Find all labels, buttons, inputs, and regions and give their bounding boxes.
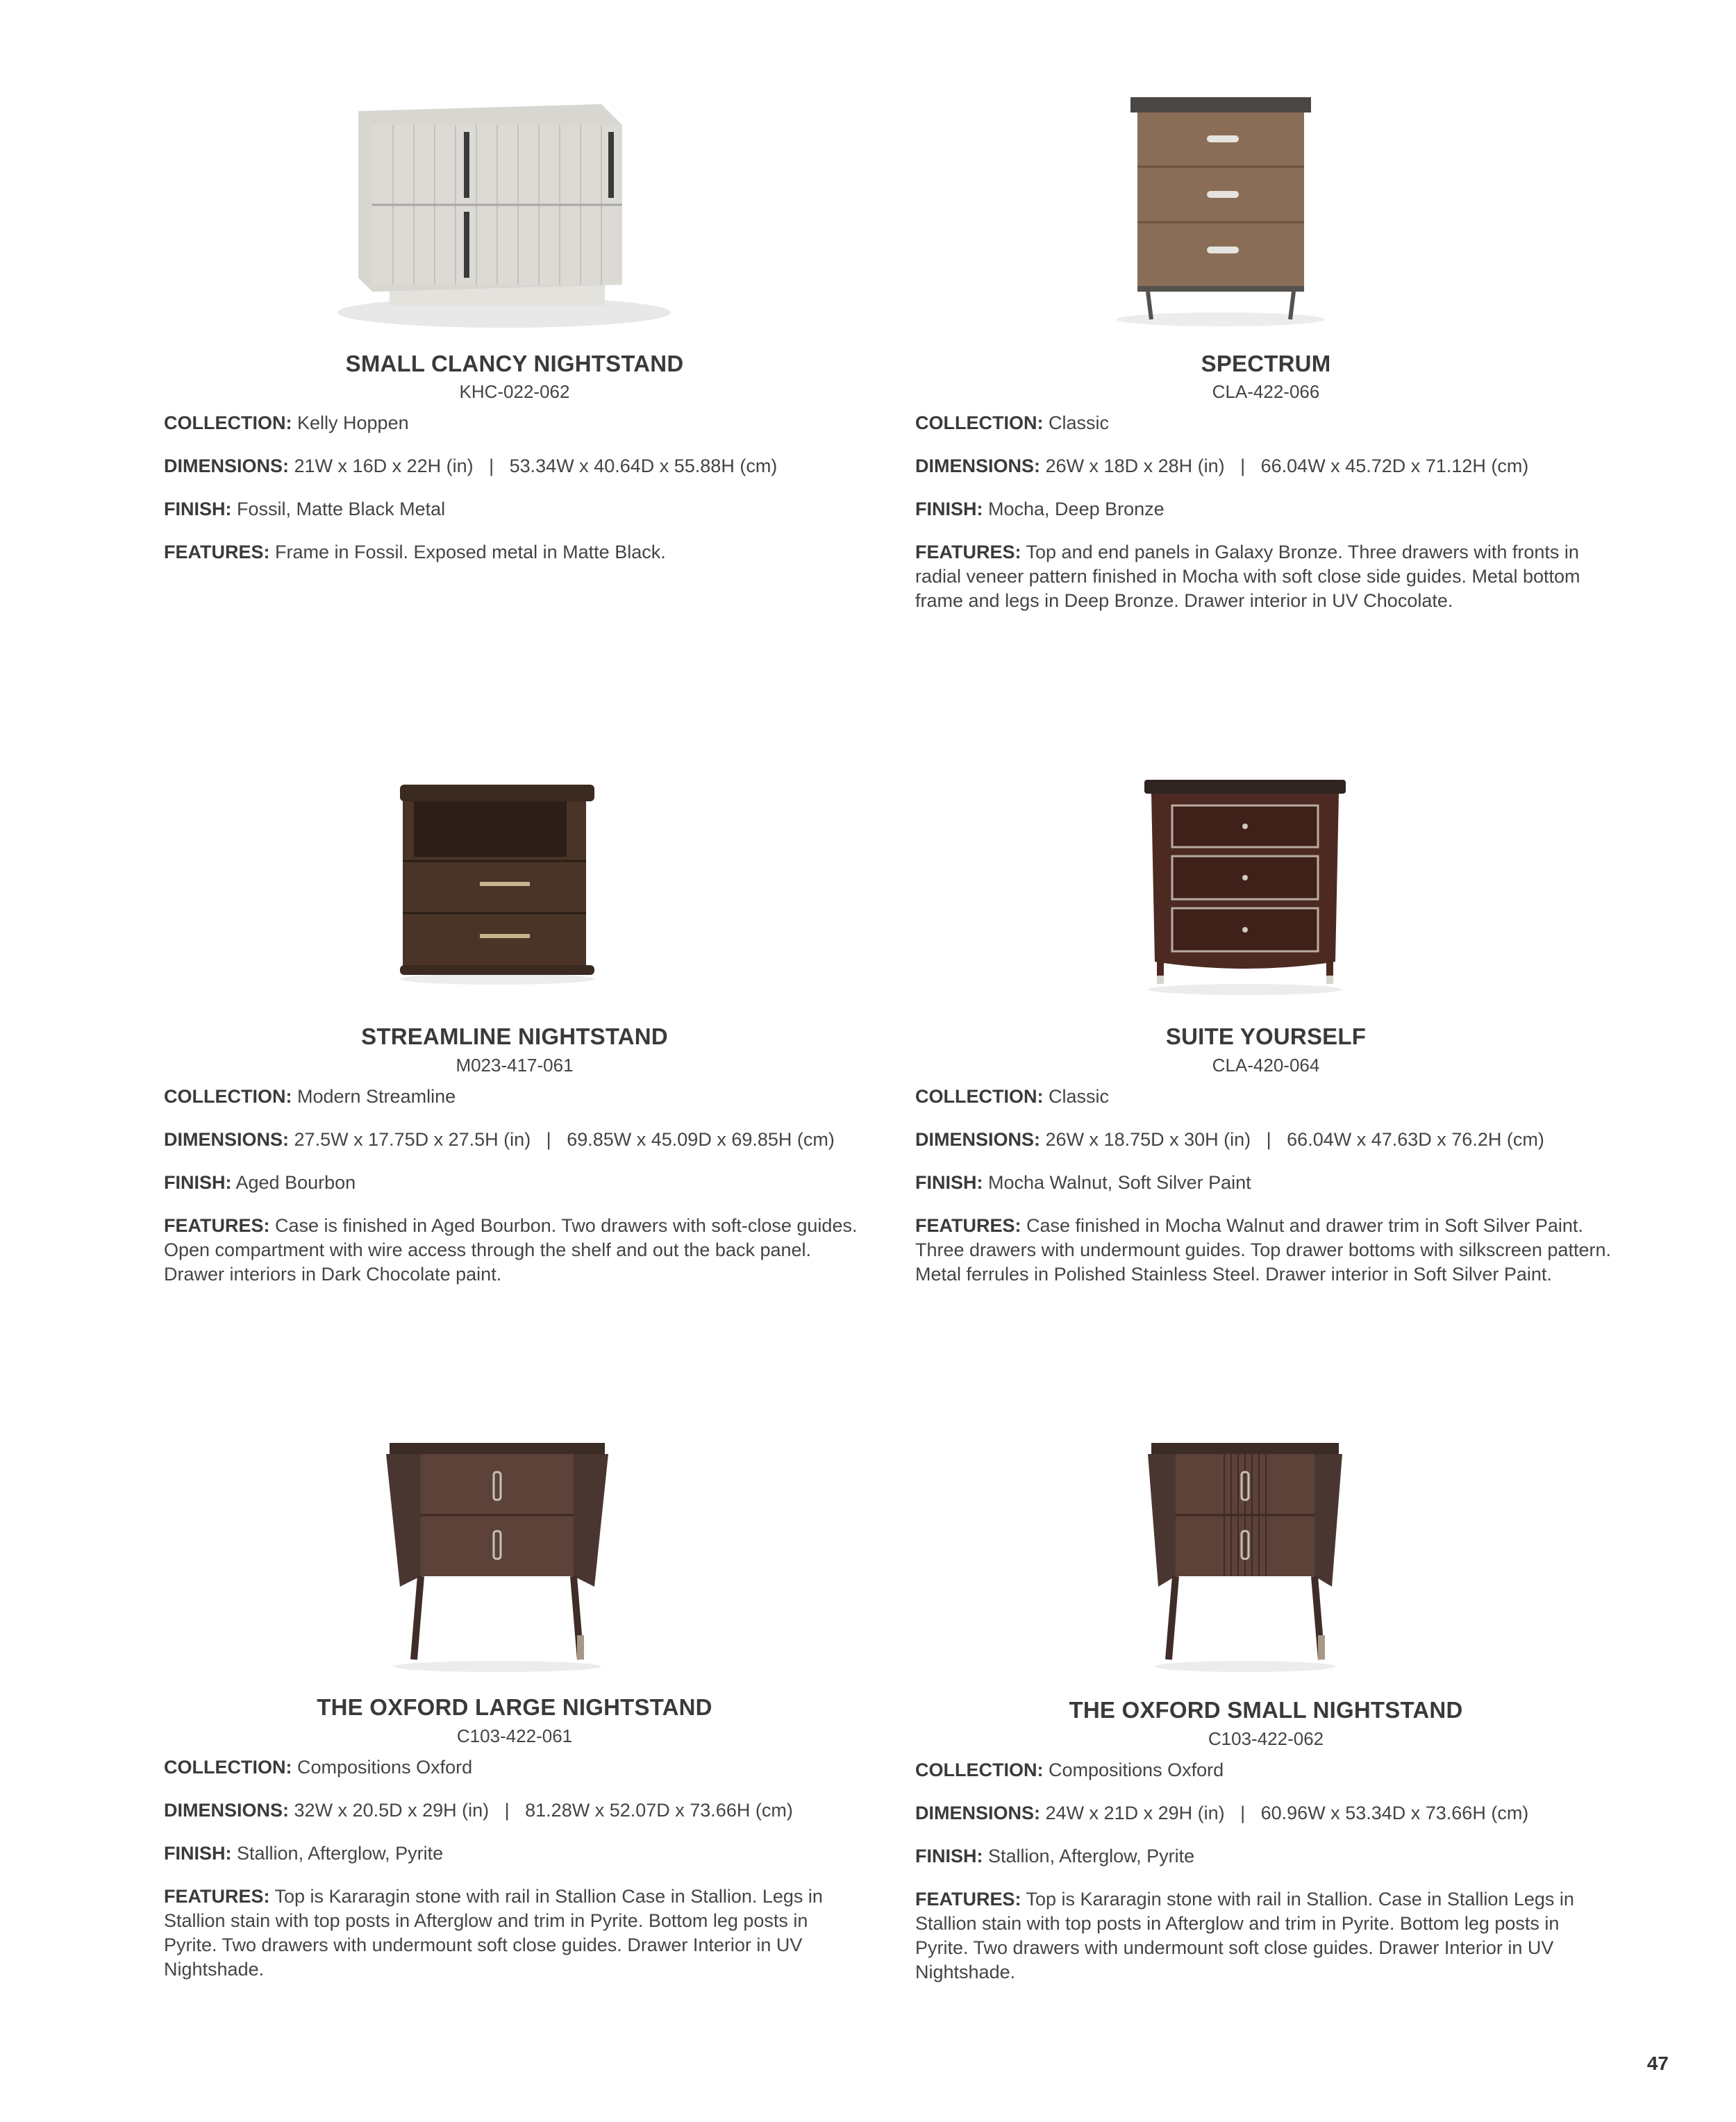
features-label: FEATURES: bbox=[915, 1215, 1021, 1236]
dimensions-label: DIMENSIONS: bbox=[164, 456, 290, 476]
product-sku: C103-422-061 bbox=[456, 1726, 573, 1746]
product-specs bbox=[915, 1758, 1617, 2003]
product-sku: KHC-022-062 bbox=[459, 381, 570, 402]
features-row bbox=[915, 1887, 1617, 1985]
collection-value: Modern Streamline bbox=[297, 1086, 456, 1107]
finish-label: FINISH: bbox=[915, 499, 983, 519]
dimensions-label: DIMENSIONS: bbox=[915, 456, 1041, 476]
features-row bbox=[915, 1214, 1617, 1287]
product-sku: CLA-420-064 bbox=[1212, 1055, 1320, 1076]
features-row bbox=[164, 540, 865, 565]
product-sku: CLA-422-066 bbox=[1212, 381, 1320, 402]
product-title: THE OXFORD SMALL NIGHTSTAND bbox=[1069, 1697, 1463, 1723]
product-title: SPECTRUM bbox=[1201, 351, 1331, 376]
product-image bbox=[1110, 90, 1332, 326]
dimensions-row bbox=[915, 454, 1617, 478]
dimensions-row bbox=[164, 1128, 865, 1152]
features-value: Top is Kararagin stone with rail in Stallion Case in Stallion. Legs in Stallion stain with top posts in Afterglow and trim in Pyrite. Bottom leg posts in Pyrite. Two drawers with undermount soft close guides. Drawer Interior in UV Nightshade. bbox=[164, 1886, 823, 1980]
collection-value: Classic bbox=[1049, 1086, 1110, 1107]
finish-row bbox=[915, 497, 1617, 521]
product-specs bbox=[915, 1085, 1617, 1305]
product-title: STREAMLINE NIGHTSTAND bbox=[361, 1024, 668, 1049]
collection-row bbox=[915, 1085, 1617, 1109]
finish-row bbox=[915, 1844, 1617, 1869]
finish-value: Mocha Walnut, Soft Silver Paint bbox=[988, 1172, 1251, 1193]
product-sku: C103-422-062 bbox=[1208, 1728, 1324, 1749]
dimensions-row bbox=[915, 1801, 1617, 1826]
collection-row bbox=[164, 1755, 865, 1780]
features-value: Frame in Fossil. Exposed metal in Matte Black. bbox=[275, 542, 666, 562]
finish-row bbox=[164, 1841, 865, 1866]
finish-value: Stallion, Afterglow, Pyrite bbox=[988, 1846, 1195, 1866]
product-specs bbox=[915, 411, 1617, 632]
dimensions-row bbox=[164, 1798, 865, 1823]
product-image bbox=[379, 1437, 615, 1673]
features-row bbox=[164, 1214, 865, 1287]
collection-value: Classic bbox=[1049, 412, 1110, 433]
collection-value: Kelly Hoppen bbox=[297, 412, 409, 433]
finish-row bbox=[915, 1171, 1617, 1195]
collection-label: COLLECTION: bbox=[164, 1086, 292, 1107]
dimensions-value: 21W x 16D x 22H (in) | 53.34W x 40.64D x 55.88H (cm) bbox=[294, 456, 778, 476]
product-sku: M023-417-061 bbox=[456, 1055, 574, 1076]
features-label: FEATURES: bbox=[915, 1889, 1021, 1910]
finish-value: Aged Bourbon bbox=[235, 1172, 356, 1193]
product-specs bbox=[164, 1755, 865, 2000]
product-title: SMALL CLANCY NIGHTSTAND bbox=[345, 351, 684, 376]
features-label: FEATURES: bbox=[915, 542, 1021, 562]
dimensions-label: DIMENSIONS: bbox=[164, 1800, 290, 1821]
product-image bbox=[1141, 1437, 1349, 1673]
finish-label: FINISH: bbox=[164, 499, 232, 519]
features-label: FEATURES: bbox=[164, 1215, 270, 1236]
finish-label: FINISH: bbox=[164, 1843, 232, 1864]
finish-value: Fossil, Matte Black Metal bbox=[237, 499, 446, 519]
product-image bbox=[386, 778, 608, 986]
dimensions-value: 24W x 21D x 29H (in) | 60.96W x 53.34D x 73.66H (cm) bbox=[1045, 1803, 1529, 1823]
features-label: FEATURES: bbox=[164, 1886, 270, 1907]
features-value: Top and end panels in Galaxy Bronze. Three drawers with fronts in radial veneer pattern finished in Mocha with soft close side guides. Metal bottom frame and legs in Deep Bronze. Drawer interior in UV Chocolate. bbox=[915, 542, 1580, 611]
dimensions-value: 26W x 18.75D x 30H (in) | 66.04W x 47.63D x 76.2H (cm) bbox=[1045, 1129, 1544, 1150]
collection-label: COLLECTION: bbox=[164, 1757, 292, 1778]
dimensions-label: DIMENSIONS: bbox=[915, 1129, 1041, 1150]
collection-row bbox=[915, 411, 1617, 435]
product-specs bbox=[164, 411, 865, 583]
collection-label: COLLECTION: bbox=[915, 1086, 1044, 1107]
collection-row bbox=[164, 1085, 865, 1109]
page-number: 47 bbox=[1646, 2053, 1669, 2074]
dimensions-label: DIMENSIONS: bbox=[915, 1803, 1041, 1823]
finish-value: Stallion, Afterglow, Pyrite bbox=[237, 1843, 444, 1864]
collection-value: Compositions Oxford bbox=[297, 1757, 473, 1778]
collection-label: COLLECTION: bbox=[164, 412, 292, 433]
dimensions-row bbox=[915, 1128, 1617, 1152]
finish-row bbox=[164, 497, 865, 521]
dimensions-value: 27.5W x 17.75D x 27.5H (in) | 69.85W x 45.09D x 69.85H (cm) bbox=[294, 1129, 835, 1150]
dimensions-value: 32W x 20.5D x 29H (in) | 81.28W x 52.07D x 73.66H (cm) bbox=[294, 1800, 793, 1821]
collection-label: COLLECTION: bbox=[915, 412, 1044, 433]
dimensions-row bbox=[164, 454, 865, 478]
product-title: THE OXFORD LARGE NIGHTSTAND bbox=[317, 1694, 712, 1720]
finish-label: FINISH: bbox=[164, 1172, 232, 1193]
features-value: Top is Kararagin stone with rail in Stallion. Case in Stallion Legs in Stallion stain with top posts in Afterglow and trim in Pyrite. Bottom leg posts in Pyrite. Two drawers with undermount soft close guides. Drawer Interior in UV Nightshade. bbox=[915, 1889, 1574, 1982]
collection-value: Compositions Oxford bbox=[1049, 1760, 1224, 1780]
features-row bbox=[164, 1885, 865, 1982]
finish-value: Mocha, Deep Bronze bbox=[988, 499, 1165, 519]
product-image bbox=[324, 83, 685, 333]
product-title: SUITE YOURSELF bbox=[1165, 1024, 1367, 1049]
product-image bbox=[1137, 774, 1353, 996]
collection-row bbox=[915, 1758, 1617, 1782]
dimensions-value: 26W x 18D x 28H (in) | 66.04W x 45.72D x 71.12H (cm) bbox=[1045, 456, 1529, 476]
features-label: FEATURES: bbox=[164, 542, 270, 562]
finish-label: FINISH: bbox=[915, 1172, 983, 1193]
finish-label: FINISH: bbox=[915, 1846, 983, 1866]
collection-label: COLLECTION: bbox=[915, 1760, 1044, 1780]
features-value: Case is finished in Aged Bourbon. Two drawers with soft-close guides. Open compartment with wire access through the shelf and out the back panel. Drawer interiors in Dark Chocolate paint. bbox=[164, 1215, 858, 1285]
features-row bbox=[915, 540, 1617, 613]
collection-row bbox=[164, 411, 865, 435]
features-value: Case finished in Mocha Walnut and drawer trim in Soft Silver Paint. Three drawers with undermount guides. Top drawer bottoms with silkscreen pattern. Metal ferrules in Polished Stainless Steel. Drawer interior in Soft Silver Paint. bbox=[915, 1215, 1611, 1285]
finish-row bbox=[164, 1171, 865, 1195]
dimensions-label: DIMENSIONS: bbox=[164, 1129, 290, 1150]
product-specs bbox=[164, 1085, 865, 1305]
